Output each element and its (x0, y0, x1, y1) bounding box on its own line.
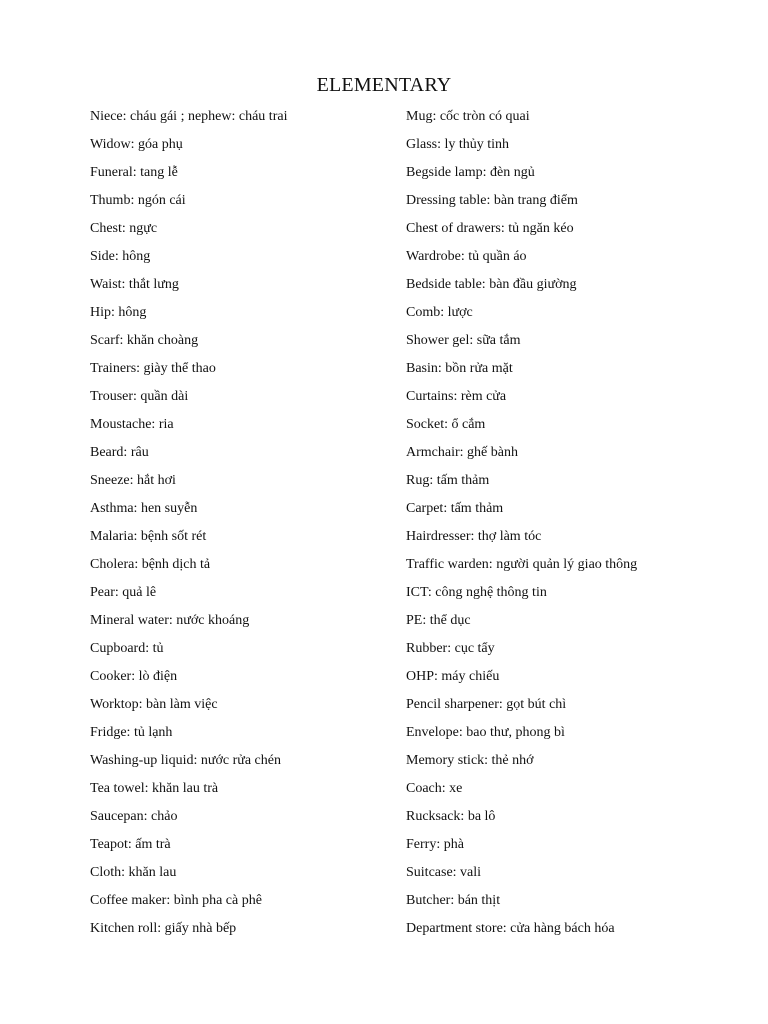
vocab-entry: Wardrobe: tủ quần áo (406, 249, 527, 265)
vocab-entry: Saucepan: chảo (90, 809, 178, 825)
vocab-entry: PE: thể dục (406, 613, 471, 629)
vocab-entry: ICT: công nghệ thông tin (406, 585, 547, 601)
vocab-entry: Malaria: bệnh sốt rét (90, 529, 207, 545)
vocab-entry: Pencil sharpener: gọt bút chì (406, 697, 567, 713)
vocab-entry: Rubber: cục tẩy (406, 641, 495, 657)
vocab-entry: Thumb: ngón cái (90, 193, 186, 209)
vocab-entry: Trainers: giày thể thao (90, 361, 216, 377)
vocab-entry: Trouser: quần dài (90, 389, 189, 405)
vocabulary-column-left (90, 106, 390, 946)
vocab-entry: Traffic warden: người quản lý giao thông (406, 557, 638, 573)
vocab-entry: Begside lamp: đèn ngủ (406, 165, 535, 181)
vocab-entry: Mug: cốc tròn có quai (406, 109, 530, 124)
vocab-entry: Moustache: ria (90, 417, 174, 433)
vocab-entry: Armchair: ghế bành (406, 445, 518, 461)
vocab-entry: Ferry: phà (406, 837, 464, 853)
vocab-entry: Mineral water: nước khoáng (90, 613, 250, 629)
vocab-entry: Rucksack: ba lô (406, 809, 496, 825)
vocab-entry: Hairdresser: thợ làm tóc (406, 529, 542, 545)
vocab-entry: Cupboard: tủ (90, 641, 164, 657)
vocab-entry: Teapot: ấm trà (90, 837, 171, 853)
vocabulary-column-right (406, 106, 746, 946)
vocab-entry: Envelope: bao thư, phong bì (406, 725, 565, 741)
vocab-entry: Kitchen roll: giấy nhà bếp (90, 921, 237, 937)
vocab-entry: Fridge: tủ lạnh (90, 725, 173, 741)
vocab-entry: Basin: bồn rửa mặt (406, 361, 513, 377)
vocab-entry: Coffee maker: bình pha cà phê (90, 893, 262, 909)
vocab-entry: Pear: quả lê (90, 585, 157, 601)
vocab-entry: Waist: thắt lưng (90, 277, 179, 293)
vocab-entry: Socket: ổ cắm (406, 417, 486, 433)
vocab-entry: Comb: lược (406, 305, 473, 321)
vocab-entry: Butcher: bán thịt (406, 893, 501, 909)
vocab-entry: Hip: hông (90, 305, 147, 321)
vocab-entry: Department store: cửa hàng bách hóa (406, 921, 615, 937)
vocab-entry: Side: hông (90, 249, 151, 265)
vocab-entry: Scarf: khăn choàng (90, 333, 199, 349)
vocab-entry: OHP: máy chiếu (406, 669, 500, 685)
vocab-entry: Widow: góa phụ (90, 137, 183, 153)
vocab-entry: Chest: ngực (90, 221, 158, 237)
vocab-entry: Shower gel: sữa tắm (406, 333, 521, 349)
vocab-entry: Sneeze: hắt hơi (90, 473, 176, 489)
vocab-entry: Rug: tấm thảm (406, 473, 490, 489)
vocab-entry: Bedside table: bàn đầu giường (406, 277, 577, 293)
vocab-entry: Funeral: tang lễ (90, 165, 178, 181)
vocab-entry: Asthma: hen suyễn (90, 501, 198, 517)
vocab-entry: Beard: râu (90, 445, 149, 461)
vocab-entry: Niece: cháu gái ; nephew: cháu trai (90, 109, 288, 124)
vocab-entry: Carpet: tấm thảm (406, 501, 504, 517)
vocab-entry: Worktop: bàn làm việc (90, 697, 218, 713)
vocab-entry: Cholera: bệnh dịch tả (90, 557, 211, 573)
vocab-entry: Chest of drawers: tủ ngăn kéo (406, 221, 574, 237)
vocab-entry: Dressing table: bàn trang điểm (406, 193, 578, 209)
vocab-entry: Washing-up liquid: nước rửa chén (90, 753, 281, 769)
vocab-entry: Glass: ly thủy tinh (406, 137, 510, 153)
vocab-entry: Coach: xe (406, 781, 463, 797)
vocab-entry: Suitcase: vali (406, 865, 482, 881)
vocab-entry: Curtains: rèm cửa (406, 389, 507, 405)
vocab-entry: Cloth: khăn lau (90, 865, 177, 881)
vocab-entry: Tea towel: khăn lau trà (90, 781, 219, 797)
page-title: ELEMENTARY (316, 74, 452, 96)
vocab-entry: Memory stick: thẻ nhớ (406, 753, 534, 769)
vocab-entry: Cooker: lò điện (90, 669, 178, 685)
